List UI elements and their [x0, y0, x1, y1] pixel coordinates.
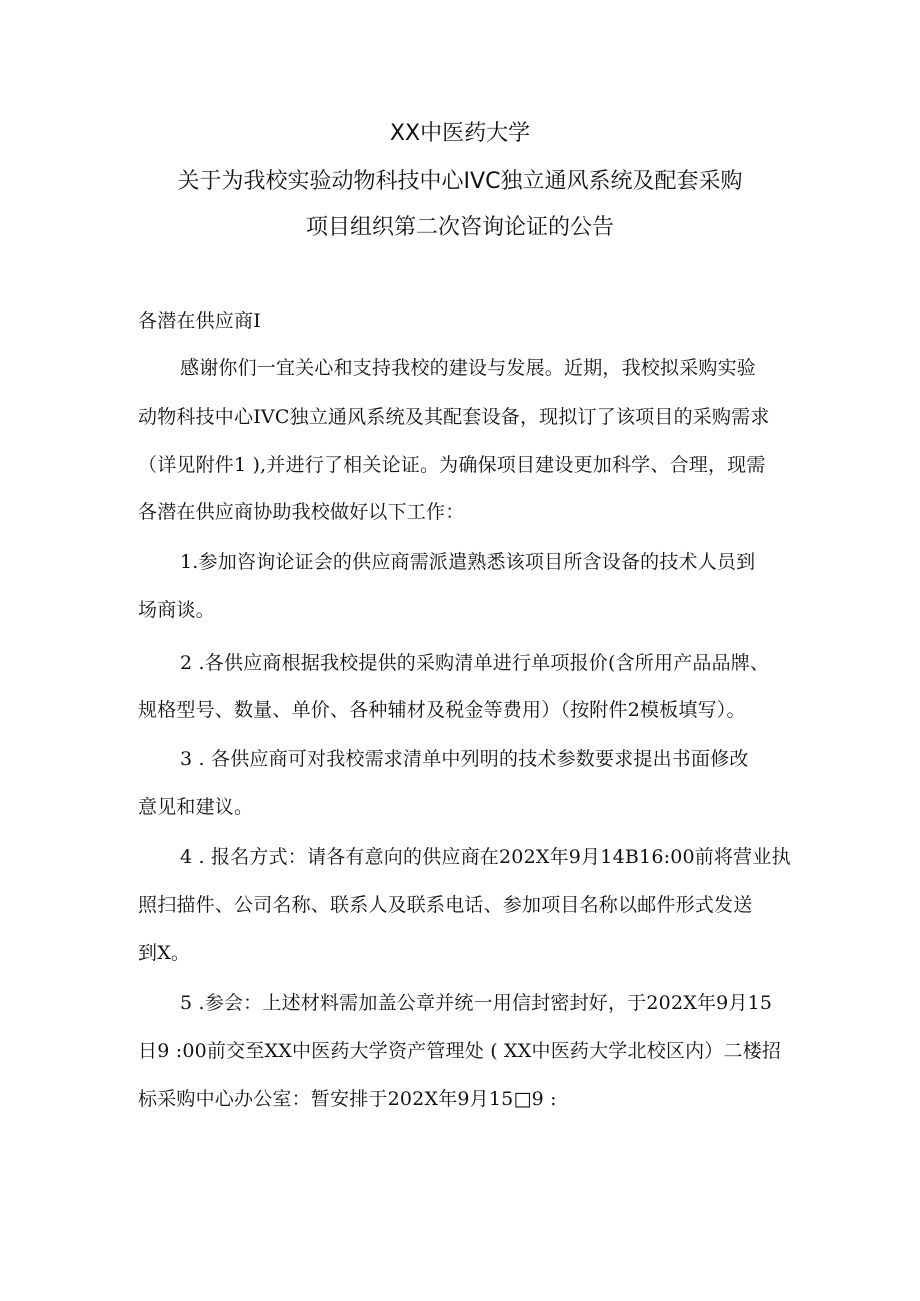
item-3-line-2: 意见和建议。: [138, 796, 254, 818]
document-title-university: XX中医药大学: [389, 121, 531, 146]
item-5-line-3: 标采购中心办公室：暂安排于202X年9月15□9 :: [138, 1088, 557, 1110]
item-4-line-1: 4 . 报名方式：请各有意向的供应商在202X年9月14B16:00前将营业执: [180, 846, 791, 868]
item-2-line-1: 2 .各供应商根据我校提供的采购清单进行单项报价(含所用产品品牌、: [180, 652, 770, 674]
item-1-line-1: 1.参加咨询论证会的供应商需派遣熟悉该项目所含设备的技术人员到: [180, 551, 756, 573]
item-3-line-1: 3 . 各供应商可对我校需求清单中列明的技术参数要求提出书面修改: [180, 748, 749, 770]
document-title-subject: 关于为我校实验动物科技中心IVC独立通风系统及配套采购: [177, 169, 743, 194]
intro-line-3: （详见附件1 ),并进行了相关论证。为确保项目建设更加科学、合理，现需: [138, 454, 766, 476]
item-1-line-2: 场商谈。: [138, 599, 215, 621]
intro-line-1: 感谢你们一宜关心和支持我校的建设与发展。近期，我校拟采购实验: [180, 357, 757, 379]
item-4-line-2: 照扫描件、公司名称、联系人及联系电话、参加项目名称以邮件形式发送: [138, 894, 753, 916]
item-5-line-2: 日9 :00前交至XX中医药大学资产管理处 ( XX中医药大学北校区内）二楼招: [138, 1040, 782, 1062]
item-2-line-2: 规格型号、数量、单价、各种辅材及税金等费用）（按附件2模板填写）。: [138, 699, 746, 721]
intro-line-2: 动物科技中心IVC独立通风系统及其配套设备，现拟订了该项目的采购需求: [138, 406, 770, 428]
item-4-line-3: 到X。: [138, 942, 191, 964]
item-5-line-1: 5 .参会：上述材料需加盖公章并统一用信封密封好，于202X年9月15: [180, 992, 773, 1014]
intro-line-4: 各潜在供应商协助我校做好以下工作：: [138, 501, 465, 523]
salutation: 各潜在供应商I: [138, 310, 261, 332]
document-title-announcement: 项目组织第二次咨询论证的公告: [305, 215, 614, 240]
